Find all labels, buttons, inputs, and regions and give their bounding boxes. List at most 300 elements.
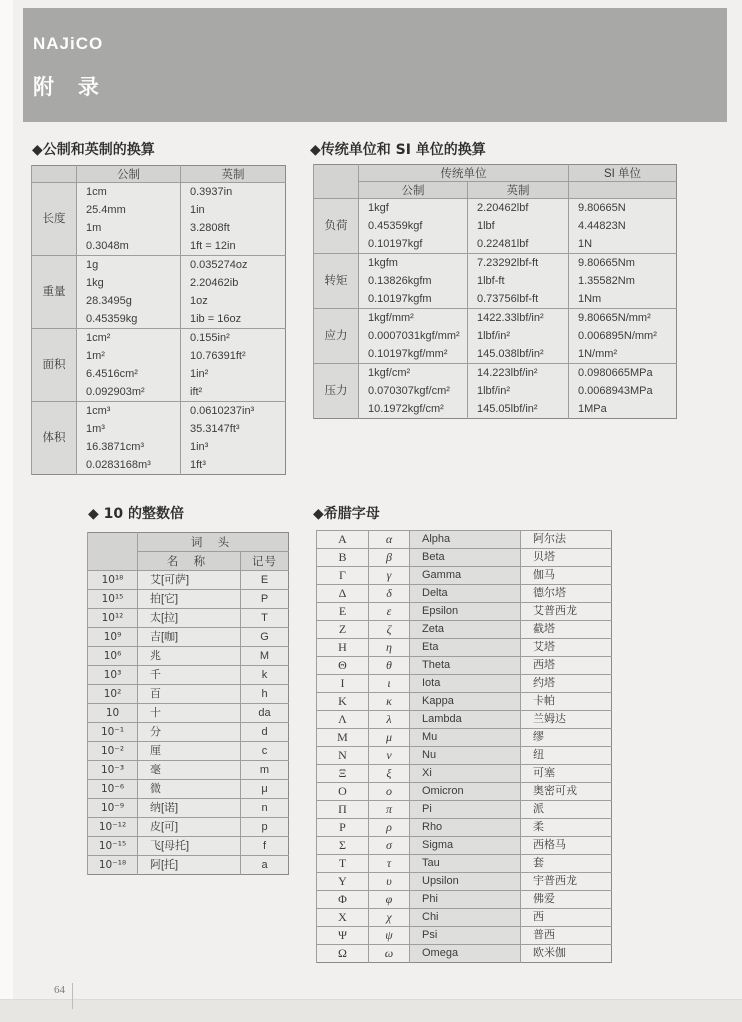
corner-cell: [88, 533, 138, 571]
table-row: [317, 783, 612, 801]
table-cell: 艾塔: [521, 639, 612, 657]
row-group-label: 转矩: [314, 254, 359, 309]
table-row: [88, 590, 289, 609]
table-cell: Θ: [317, 657, 369, 675]
table-row: [317, 729, 612, 747]
table-cell: 1cm²: [77, 329, 181, 348]
table-row: [314, 345, 677, 364]
table-cell: 10⁻¹: [88, 723, 138, 742]
row-group-label: 重量: [32, 256, 77, 329]
table-cell: μ: [241, 780, 289, 799]
table-row: [317, 945, 612, 963]
table-row: [317, 711, 612, 729]
table-cell: 3.2808ft: [181, 219, 286, 237]
table-row: [314, 290, 677, 309]
table-cell: Ξ: [317, 765, 369, 783]
table-cell: α: [369, 531, 410, 549]
table-cell: 飞[母托]: [138, 837, 241, 856]
table-cell: 9.80665N/mm²: [569, 309, 677, 328]
table-cell: 10⁻³: [88, 761, 138, 780]
column-header-symbol: 记号: [241, 552, 289, 571]
table-cell: Z: [317, 621, 369, 639]
page-title: 附 录: [33, 76, 108, 99]
table-cell: 1ft³: [181, 456, 286, 475]
table-cell: Ψ: [317, 927, 369, 945]
table-cell: Chi: [410, 909, 521, 927]
table-cell: 1cm³: [77, 402, 181, 421]
table-row: [88, 780, 289, 799]
table-row: [317, 819, 612, 837]
table-cell: 10.76391ft²: [181, 347, 286, 365]
table-cell: Sigma: [410, 837, 521, 855]
table-cell: 拍[它]: [138, 590, 241, 609]
table-row: [88, 723, 289, 742]
table-cell: 0.3937in: [181, 183, 286, 202]
table-cell: 10¹⁸: [88, 571, 138, 590]
table-cell: O: [317, 783, 369, 801]
table-cell: ψ: [369, 927, 410, 945]
table-cell: 1ft = 12in: [181, 237, 286, 256]
table-cell: 1kgf/cm²: [359, 364, 468, 383]
table-cell: ζ: [369, 621, 410, 639]
table-cell: T: [317, 855, 369, 873]
table-row: [314, 309, 677, 328]
table-cell: K: [317, 693, 369, 711]
table-cell: 1kgfm: [359, 254, 468, 273]
table-row: [88, 609, 289, 628]
table-row: [314, 217, 677, 235]
column-header-empty: [569, 182, 677, 199]
table-cell: Delta: [410, 585, 521, 603]
table-cell: f: [241, 837, 289, 856]
table-cell: Kappa: [410, 693, 521, 711]
table-row: [314, 199, 677, 218]
table-cell: 阿[托]: [138, 856, 241, 875]
table-cell: 16.3871cm³: [77, 438, 181, 456]
table-cell: 0.10197kgf: [359, 235, 468, 254]
page-number: 64: [54, 983, 73, 1009]
table-cell: 欧米伽: [521, 945, 612, 963]
table-row: [317, 855, 612, 873]
column-header-traditional: 传统单位: [359, 165, 569, 182]
table-cell: Omicron: [410, 783, 521, 801]
table-cell: n: [241, 799, 289, 818]
table-row: [314, 254, 677, 273]
table-row: [88, 571, 289, 590]
table-cell: P: [241, 590, 289, 609]
table-cell: 1Nm: [569, 290, 677, 309]
table-row: [317, 567, 612, 585]
table-cell: 1N: [569, 235, 677, 254]
table-cell: 1oz: [181, 292, 286, 310]
table-cell: d: [241, 723, 289, 742]
table-row: [317, 891, 612, 909]
table-cell: 10⁻²: [88, 742, 138, 761]
table-cell: Lambda: [410, 711, 521, 729]
table-cell: 约塔: [521, 675, 612, 693]
table-cell: 1.35582Nm: [569, 272, 677, 290]
table-row: [314, 382, 677, 400]
table-row: [317, 927, 612, 945]
traditional-si-table: [313, 164, 677, 419]
table-row: [314, 327, 677, 345]
table-cell: θ: [369, 657, 410, 675]
table-cell: 0.10197kgfm: [359, 290, 468, 309]
table-cell: 1kgf: [359, 199, 468, 218]
table-header-row: [314, 165, 677, 182]
table-row: [317, 603, 612, 621]
table-cell: M: [317, 729, 369, 747]
table-cell: 派: [521, 801, 612, 819]
table-cell: Theta: [410, 657, 521, 675]
table-row: [317, 639, 612, 657]
table-cell: N: [317, 747, 369, 765]
table-cell: h: [241, 685, 289, 704]
table-cell: ω: [369, 945, 410, 963]
section-title-greek-letters: ◆希腊字母: [313, 506, 380, 522]
table-cell: 截塔: [521, 621, 612, 639]
table-row: [314, 272, 677, 290]
table-cell: γ: [369, 567, 410, 585]
table-row: [88, 666, 289, 685]
table-cell: E: [317, 603, 369, 621]
table-cell: 10⁻⁹: [88, 799, 138, 818]
table-row: [317, 621, 612, 639]
table-cell: 卡帕: [521, 693, 612, 711]
table-row: [32, 329, 286, 348]
table-cell: δ: [369, 585, 410, 603]
table-cell: 阿尔法: [521, 531, 612, 549]
table-cell: Phi: [410, 891, 521, 909]
table-cell: 奥密可戎: [521, 783, 612, 801]
table-cell: Xi: [410, 765, 521, 783]
table-cell: 25.4mm: [77, 201, 181, 219]
table-cell: 0.0610237in³: [181, 402, 286, 421]
table-cell: χ: [369, 909, 410, 927]
table-cell: 纽: [521, 747, 612, 765]
table-cell: E: [241, 571, 289, 590]
table-cell: υ: [369, 873, 410, 891]
table-cell: B: [317, 549, 369, 567]
table-cell: 10⁻¹²: [88, 818, 138, 837]
table-cell: φ: [369, 891, 410, 909]
row-group-label: 负荷: [314, 199, 359, 254]
table-row: [32, 402, 286, 421]
header-band: [23, 8, 727, 122]
table-cell: 6.4516cm²: [77, 365, 181, 383]
table-row: [317, 837, 612, 855]
table-cell: 十: [138, 704, 241, 723]
table-row: [88, 837, 289, 856]
table-cell: 1m: [77, 219, 181, 237]
table-cell: Gamma: [410, 567, 521, 585]
table-cell: ο: [369, 783, 410, 801]
table-cell: 西格马: [521, 837, 612, 855]
table-cell: 1in: [181, 201, 286, 219]
table-row: [88, 647, 289, 666]
column-header-name: 名 称: [138, 552, 241, 571]
table-cell: da: [241, 704, 289, 723]
table-cell: 可塞: [521, 765, 612, 783]
table-cell: 1MPa: [569, 400, 677, 419]
table-cell: 2.20462ib: [181, 274, 286, 292]
table-cell: 0.13826kgfm: [359, 272, 468, 290]
table-row: [88, 628, 289, 647]
table-cell: 7.23292lbf-ft: [468, 254, 569, 273]
table-cell: 兆: [138, 647, 241, 666]
table-row: [314, 400, 677, 419]
row-group-label: 压力: [314, 364, 359, 419]
table-cell: 9.80665N: [569, 199, 677, 218]
column-header-imperial: 英制: [468, 182, 569, 199]
table-cell: 1kg: [77, 274, 181, 292]
table-cell: 千: [138, 666, 241, 685]
table-cell: 0.006895N/mm²: [569, 327, 677, 345]
table-row: [32, 256, 286, 275]
column-header-imperial: 英制: [181, 166, 286, 183]
table-cell: η: [369, 639, 410, 657]
table-cell: Δ: [317, 585, 369, 603]
corner-cell: [32, 166, 77, 183]
table-cell: 0.3048m: [77, 237, 181, 256]
metric-imperial-table: [31, 165, 286, 475]
table-row: [317, 909, 612, 927]
table-cell: 1N/mm²: [569, 345, 677, 364]
table-cell: T: [241, 609, 289, 628]
table-cell: μ: [369, 729, 410, 747]
najico-logo: NAJiCO: [33, 34, 104, 53]
table-row: [32, 183, 286, 202]
table-cell: 毫: [138, 761, 241, 780]
table-cell: 0.45359kgf: [359, 217, 468, 235]
corner-cell: [314, 165, 359, 199]
table-cell: 0.0007031kgf/mm²: [359, 327, 468, 345]
section-title-metric-imperial: ◆公制和英制的换算: [32, 142, 155, 158]
table-cell: 皮[可]: [138, 818, 241, 837]
table-cell: ν: [369, 747, 410, 765]
table-cell: 伽马: [521, 567, 612, 585]
table-cell: 贝塔: [521, 549, 612, 567]
table-cell: Eta: [410, 639, 521, 657]
table-cell: k: [241, 666, 289, 685]
table-header-row: [88, 533, 289, 552]
table-cell: Nu: [410, 747, 521, 765]
table-header-row: [32, 166, 286, 183]
table-cell: 兰姆达: [521, 711, 612, 729]
table-cell: 10⁻¹⁸: [88, 856, 138, 875]
table-row: [88, 742, 289, 761]
table-cell: 10¹⁵: [88, 590, 138, 609]
table-row: [317, 873, 612, 891]
table-cell: Beta: [410, 549, 521, 567]
table-cell: 1lbf/in²: [468, 382, 569, 400]
table-cell: 宇普西龙: [521, 873, 612, 891]
table-cell: ξ: [369, 765, 410, 783]
table-cell: 1422.33lbf/in²: [468, 309, 569, 328]
table-cell: 0.73756lbf-ft: [468, 290, 569, 309]
table-cell: κ: [369, 693, 410, 711]
table-cell: Epsilon: [410, 603, 521, 621]
row-group-label: 面积: [32, 329, 77, 402]
table-cell: 柔: [521, 819, 612, 837]
table-row: [314, 235, 677, 254]
table-subheader-row: [314, 182, 677, 199]
table-cell: 1m³: [77, 420, 181, 438]
table-cell: Omega: [410, 945, 521, 963]
table-row: [88, 818, 289, 837]
table-cell: 10⁻⁶: [88, 780, 138, 799]
table-cell: 纳[诺]: [138, 799, 241, 818]
column-header-prefix: 词 头: [138, 533, 289, 552]
table-cell: 分: [138, 723, 241, 742]
table-cell: 1cm: [77, 183, 181, 202]
table-row: [317, 765, 612, 783]
table-cell: ι: [369, 675, 410, 693]
powers-of-ten-table: [87, 532, 289, 875]
table-cell: 太[拉]: [138, 609, 241, 628]
table-cell: M: [241, 647, 289, 666]
table-cell: 145.038lbf/in²: [468, 345, 569, 364]
table-cell: 吉[咖]: [138, 628, 241, 647]
table-cell: 缪: [521, 729, 612, 747]
table-cell: 0.22481lbf: [468, 235, 569, 254]
table-row: [314, 364, 677, 383]
table-cell: H: [317, 639, 369, 657]
table-cell: 0.070307kgf/cm²: [359, 382, 468, 400]
table-cell: 德尔塔: [521, 585, 612, 603]
table-cell: ift²: [181, 383, 286, 402]
table-row: [88, 761, 289, 780]
table-cell: 1in²: [181, 365, 286, 383]
table-cell: 28.3495g: [77, 292, 181, 310]
table-cell: τ: [369, 855, 410, 873]
table-row: [317, 549, 612, 567]
table-cell: 西塔: [521, 657, 612, 675]
table-cell: 4.44823N: [569, 217, 677, 235]
table-cell: 10³: [88, 666, 138, 685]
table-cell: p: [241, 818, 289, 837]
table-cell: 1m²: [77, 347, 181, 365]
table-cell: I: [317, 675, 369, 693]
table-cell: Alpha: [410, 531, 521, 549]
table-cell: 普西: [521, 927, 612, 945]
table-cell: a: [241, 856, 289, 875]
table-cell: 1g: [77, 256, 181, 275]
table-cell: 10¹²: [88, 609, 138, 628]
table-row: [88, 685, 289, 704]
table-cell: 0.45359kg: [77, 310, 181, 329]
table-cell: Psi: [410, 927, 521, 945]
table-cell: Rho: [410, 819, 521, 837]
table-cell: Zeta: [410, 621, 521, 639]
table-row: [88, 704, 289, 723]
row-group-label: 长度: [32, 183, 77, 256]
table-cell: 14.223lbf/in²: [468, 364, 569, 383]
table-cell: Λ: [317, 711, 369, 729]
table-row: [317, 657, 612, 675]
table-row: [317, 801, 612, 819]
page-bottom-edge: [0, 999, 742, 1022]
table-cell: Upsilon: [410, 873, 521, 891]
table-cell: β: [369, 549, 410, 567]
table-cell: Y: [317, 873, 369, 891]
table-cell: c: [241, 742, 289, 761]
table-cell: 微: [138, 780, 241, 799]
table-cell: ρ: [369, 819, 410, 837]
table-cell: 10⁶: [88, 647, 138, 666]
table-cell: A: [317, 531, 369, 549]
table-cell: 0.035274oz: [181, 256, 286, 275]
table-cell: 1ib = 16oz: [181, 310, 286, 329]
table-row: [317, 531, 612, 549]
table-cell: Π: [317, 801, 369, 819]
table-cell: 0.092903m²: [77, 383, 181, 402]
table-cell: 套: [521, 855, 612, 873]
table-cell: Γ: [317, 567, 369, 585]
table-cell: 1lbf: [468, 217, 569, 235]
column-header-si: SI 单位: [569, 165, 677, 182]
table-cell: 145.05lbf/in²: [468, 400, 569, 419]
table-cell: 0.10197kgf/mm²: [359, 345, 468, 364]
table-row: [317, 585, 612, 603]
row-group-label: 体积: [32, 402, 77, 475]
greek-letters-table: [316, 530, 612, 963]
table-cell: 0.0283168m³: [77, 456, 181, 475]
table-cell: 艾普西龙: [521, 603, 612, 621]
table-cell: Tau: [410, 855, 521, 873]
table-cell: 百: [138, 685, 241, 704]
table-cell: 1kgf/mm²: [359, 309, 468, 328]
column-header-metric: 公制: [359, 182, 468, 199]
table-cell: 35.3147ft³: [181, 420, 286, 438]
table-cell: λ: [369, 711, 410, 729]
table-cell: 2.20462lbf: [468, 199, 569, 218]
table-cell: 10.1972kgf/cm²: [359, 400, 468, 419]
table-cell: 艾[可萨]: [138, 571, 241, 590]
table-cell: 0.155in²: [181, 329, 286, 348]
table-cell: X: [317, 909, 369, 927]
table-cell: 1in³: [181, 438, 286, 456]
table-cell: σ: [369, 837, 410, 855]
table-cell: 10⁻¹⁵: [88, 837, 138, 856]
column-header-metric: 公制: [77, 166, 181, 183]
table-row: [88, 799, 289, 818]
table-cell: 厘: [138, 742, 241, 761]
table-cell: 10⁹: [88, 628, 138, 647]
table-cell: π: [369, 801, 410, 819]
table-cell: 10: [88, 704, 138, 723]
table-cell: 0.0068943MPa: [569, 382, 677, 400]
table-cell: Iota: [410, 675, 521, 693]
section-title-powers-of-ten: ◆ 10 的整数倍: [88, 506, 184, 522]
table-cell: Ω: [317, 945, 369, 963]
table-cell: Σ: [317, 837, 369, 855]
table-row: [317, 675, 612, 693]
table-cell: 0.0980665MPa: [569, 364, 677, 383]
table-cell: G: [241, 628, 289, 647]
table-row: [317, 747, 612, 765]
table-cell: 西: [521, 909, 612, 927]
table-cell: 佛爱: [521, 891, 612, 909]
table-cell: 9.80665Nm: [569, 254, 677, 273]
table-row: [317, 693, 612, 711]
row-group-label: 应力: [314, 309, 359, 364]
table-cell: 10²: [88, 685, 138, 704]
table-row: [88, 856, 289, 875]
table-cell: Mu: [410, 729, 521, 747]
table-cell: 1lbf-ft: [468, 272, 569, 290]
table-cell: m: [241, 761, 289, 780]
